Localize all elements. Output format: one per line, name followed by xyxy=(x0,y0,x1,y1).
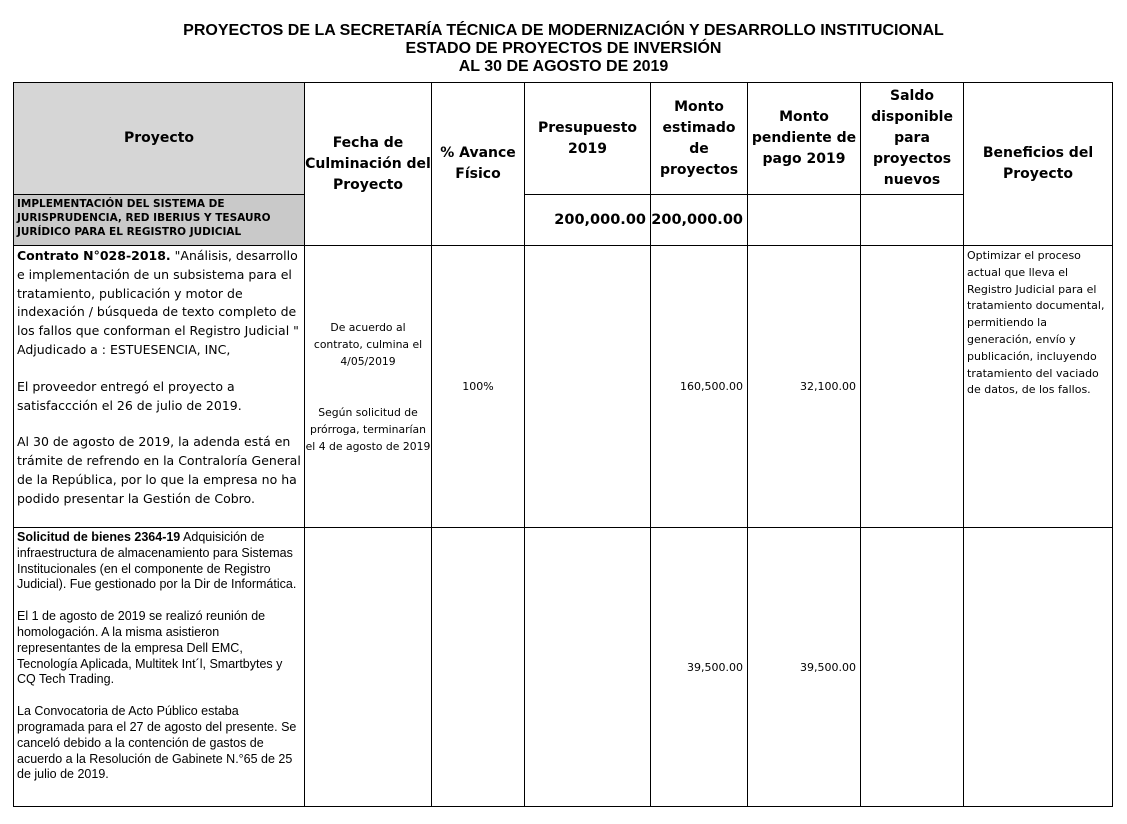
row1-monto-estimado: 160,500.00 xyxy=(651,246,748,528)
document-header xyxy=(0,22,1127,76)
col-header-proyecto: Proyecto xyxy=(14,83,305,195)
row1-presupuesto-empty xyxy=(525,246,651,528)
row1-avance: 100% xyxy=(432,246,525,528)
col-header-fecha: Fecha de Culminación del Proyecto xyxy=(305,83,432,246)
row1-para3: Al 30 de agosto de 2019, la adenda está en trámite de refrendo en la Contraloría General de la República, por lo que la empresa no ha podido presentar la Gestión de Cobro. xyxy=(17,434,301,506)
row2-beneficios-empty xyxy=(964,528,1113,807)
row2-para1 xyxy=(17,530,301,593)
row2-para2: El 1 de agosto de 2019 se realizó reunión de homologación. A la misma asistieron representantes de la empresa Dell EMC, Tecnología Aplicada, Multitek Int´l, Smartbytes y CQ Tech Trading. xyxy=(17,609,283,687)
row2-contract-label: Solicitud de bienes 2364-19 xyxy=(17,530,181,544)
col-header-saldo: Saldo disponible para proyectos nuevos xyxy=(861,83,964,195)
title-line-1: PROYECTOS DE LA SECRETARÍA TÉCNICA DE MODERNIZACIÓN Y DESARROLLO INSTITUCIONAL xyxy=(183,22,944,39)
row1-fecha-contrato: De acuerdo al contrato, culmina el 4/05/2019 xyxy=(313,320,423,368)
title-line-2: ESTADO DE PROYECTOS DE INVERSIÓN xyxy=(405,40,722,57)
col-header-avance: % Avance Físico xyxy=(432,83,525,246)
row2-contract-text: Adquisición de infraestructura de almacenamiento para Sistemas Institucionales (en el componente de Registro Judicial). Fue gestionado por la Dir de Informática. xyxy=(17,530,297,592)
row1-para1 xyxy=(17,247,301,360)
project-presupuesto: 200,000.00 xyxy=(525,195,651,246)
project-monto-estimado: 200,000.00 xyxy=(651,195,748,246)
row1-monto-pendiente: 32,100.00 xyxy=(748,246,861,528)
row2-description xyxy=(14,528,305,807)
project-title-row xyxy=(14,195,1113,246)
row2-presupuesto-empty xyxy=(525,528,651,807)
row2-fecha-empty xyxy=(305,528,432,807)
project-saldo-empty xyxy=(861,195,964,246)
row1-fecha-prorroga: Según solicitud de prórroga, terminarían el 4 de agosto de 2019 xyxy=(305,405,431,453)
row1-description xyxy=(14,246,305,528)
row1-beneficios: Optimizar el proceso actual que lleva el Registro Judicial para el tratamiento documental, permitiendo la generación, envío y publicación, incluyendo tratamiento del vaciado de datos, de los fallos. xyxy=(964,246,1113,528)
projects-table xyxy=(13,82,1113,807)
row2-avance-empty xyxy=(432,528,525,807)
row1-contract-text: "Análisis, desarrollo e implementación de un subsistema para el tratamiento, publicación y motor de indexación / búsqueda de texto completo de los fallos que conforman el Registro Judicial " Adjudicado a : ESTUESENCIA, INC, xyxy=(17,248,299,357)
row2-monto-estimado: 39,500.00 xyxy=(651,528,748,807)
row1-para2: El proveedor entregó el proyecto a satisfaccción el 26 de julio de 2019. xyxy=(17,378,242,413)
title-line-3: AL 30 DE AGOSTO DE 2019 xyxy=(458,58,669,75)
col-header-monto-pendiente: Monto pendiente de pago 2019 xyxy=(748,83,861,195)
project-title: IMPLEMENTACIÓN DEL SISTEMA DE JURISPRUDENCIA, RED IBERIUS Y TESAURO JURÍDICO PARA EL REGISTRO JUDICIAL xyxy=(14,195,305,246)
col-header-monto-estimado: Monto estimado de proyectos xyxy=(651,83,748,195)
col-header-presupuesto: Presupuesto 2019 xyxy=(525,83,651,195)
header-row xyxy=(14,83,1113,195)
project-monto-pendiente-empty xyxy=(748,195,861,246)
row2-para3: La Convocatoria de Acto Público estaba programada para el 27 de agosto del presente. Se canceló debido a la contención de gastos de acuerdo a la Resolución de Gabinete N.°65 de 25 de julio de 2019. xyxy=(17,704,297,782)
table-row xyxy=(14,528,1113,807)
row2-monto-pendiente: 39,500.00 xyxy=(748,528,861,807)
row1-saldo-empty xyxy=(861,246,964,528)
row2-saldo-empty xyxy=(861,528,964,807)
row1-contract-label: Contrato N°028-2018. xyxy=(17,248,171,263)
table-row xyxy=(14,246,1113,528)
row1-fecha xyxy=(305,246,432,528)
col-header-beneficios: Beneficios del Proyecto xyxy=(964,83,1113,246)
